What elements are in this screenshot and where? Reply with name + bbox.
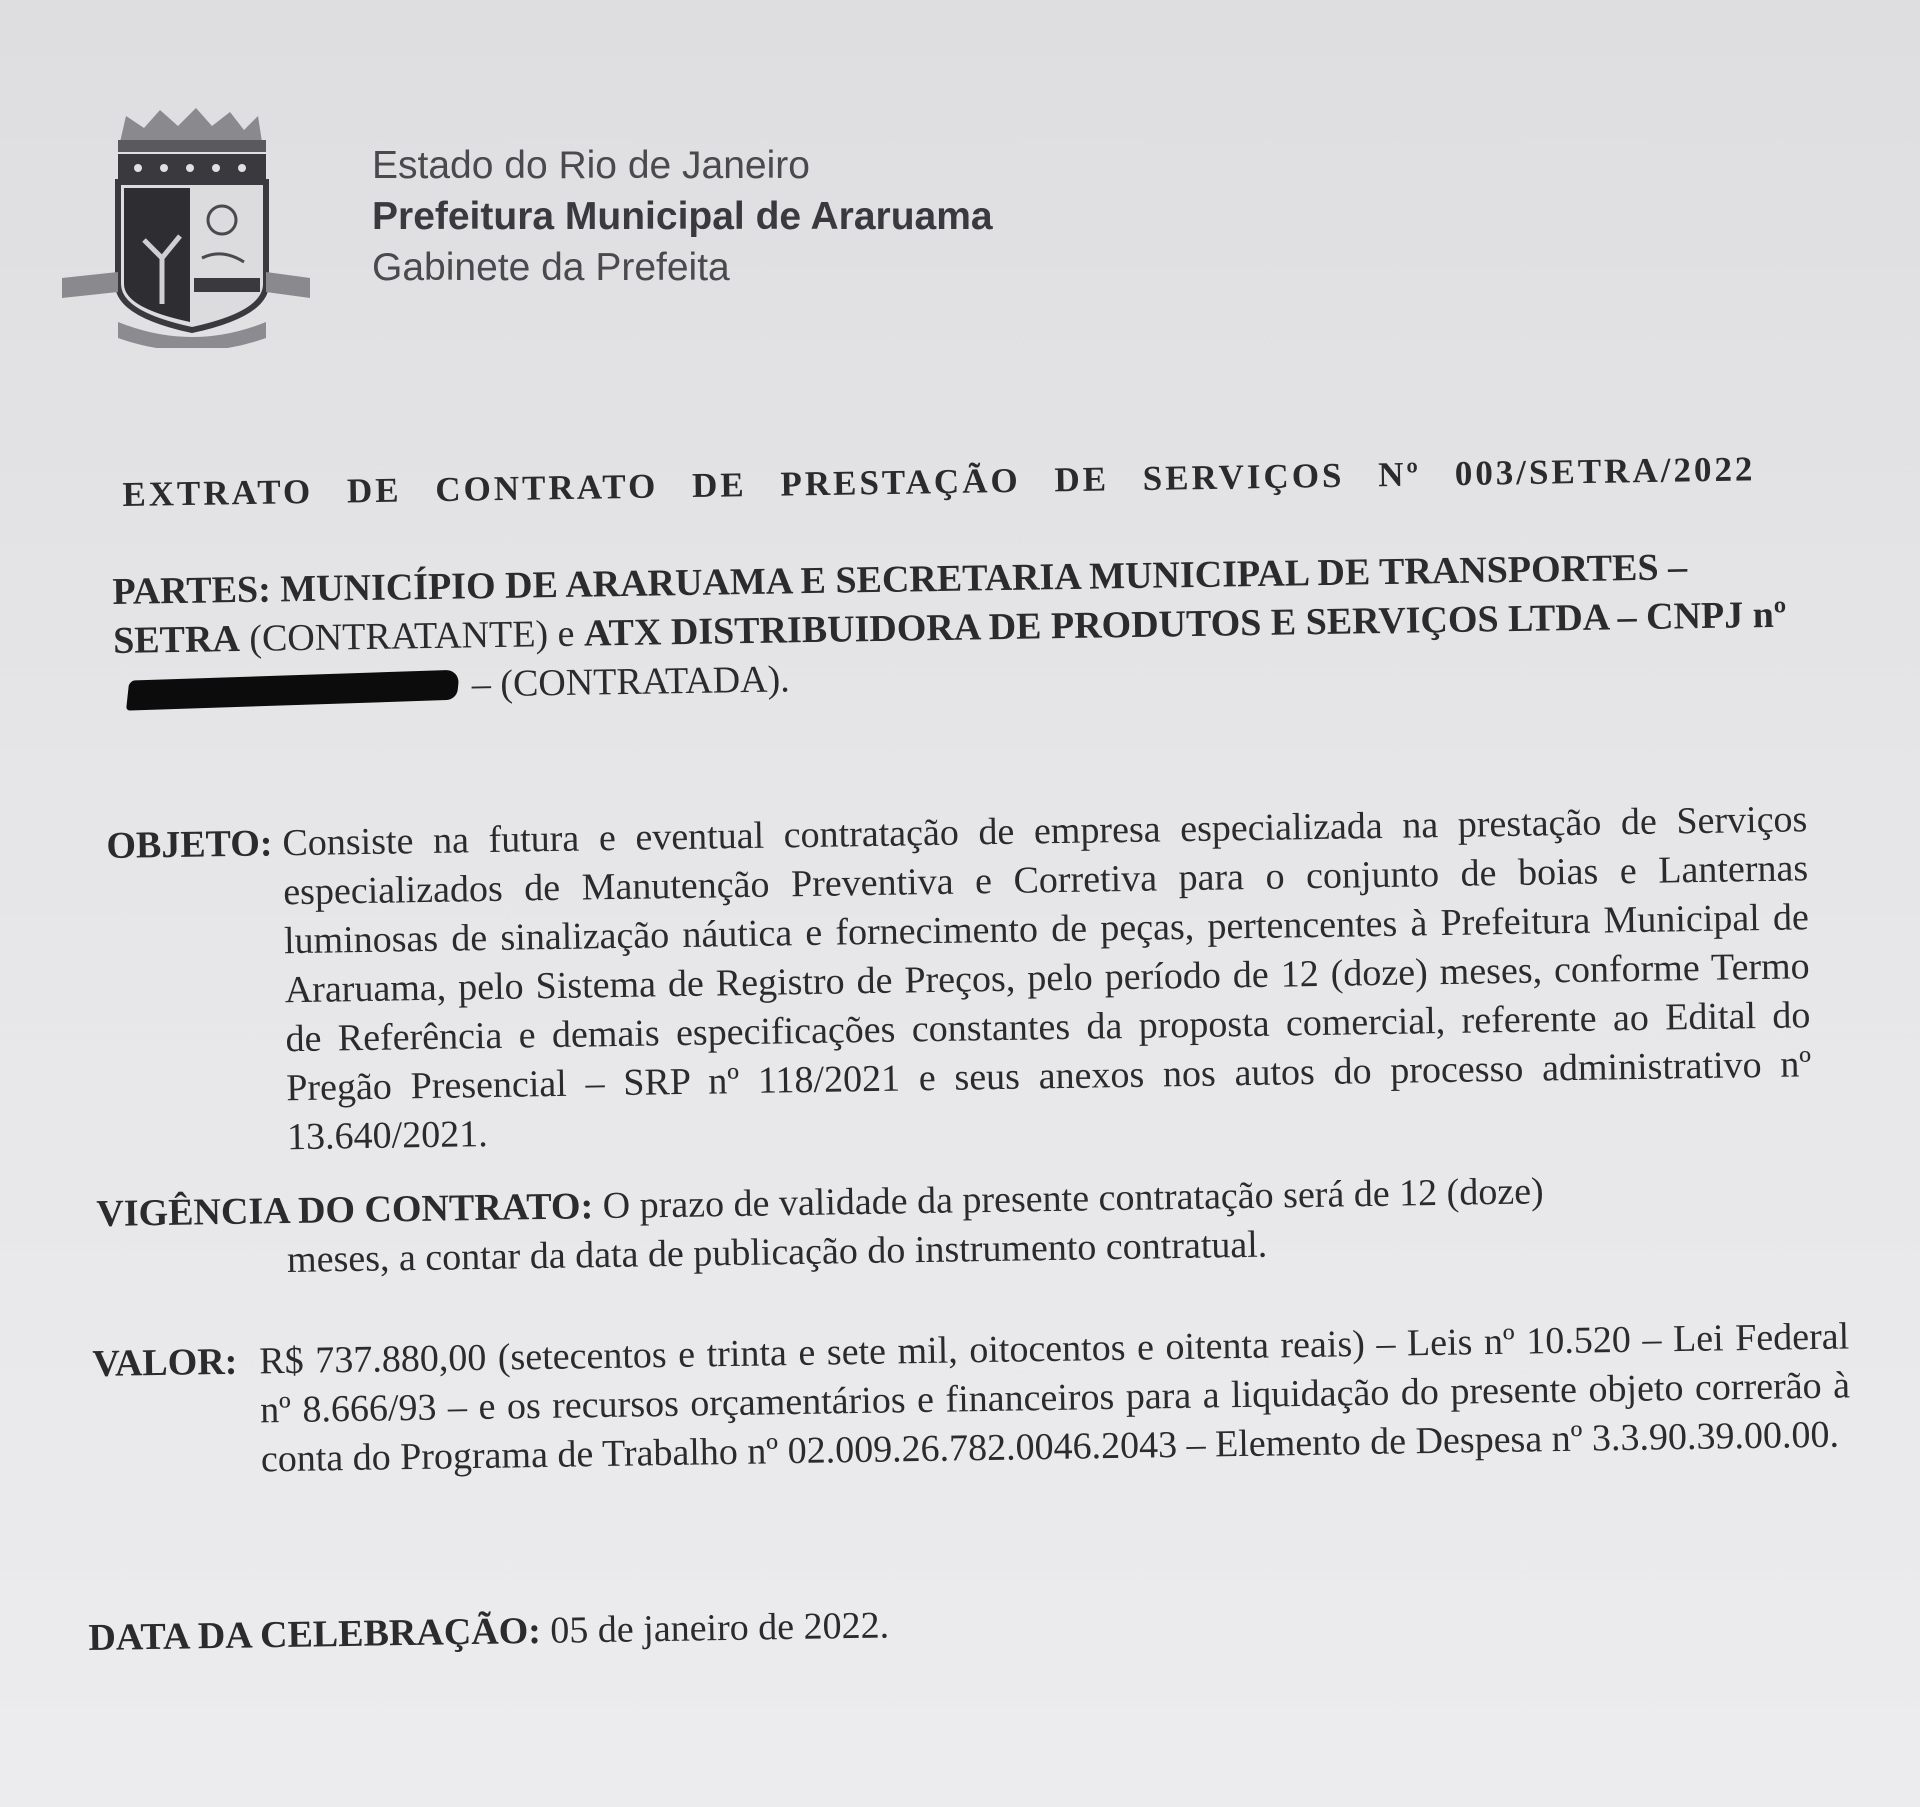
section-vigencia xyxy=(96,1162,1857,1288)
data-celebracao-text: 05 de janeiro de 2022. xyxy=(550,1604,890,1652)
vigencia-text-rest: meses, a contar da data de publicação do instrumento contratual. xyxy=(286,1223,1268,1282)
redaction-bar xyxy=(126,670,460,711)
section-valor xyxy=(92,1312,1874,1487)
partes-contratada-role: – (CONTRATADA). xyxy=(471,658,790,706)
objeto-label: OBJETO: xyxy=(106,822,273,867)
partes-label: PARTES: xyxy=(112,568,272,613)
letterhead-office: Gabinete da Prefeita xyxy=(372,246,730,289)
vigencia-label: VIGÊNCIA DO CONTRATO: xyxy=(96,1185,594,1235)
letterhead-prefecture: Prefeitura Municipal de Araruama xyxy=(372,195,993,238)
valor-text: R$ 737.880,00 (setecentos e trinta e sete mil, oitocentos e oitenta reais) – Leis nº 10.520 – Lei Federal nº 8.666/93 – e os recursos orçamentários e financeiros para a liquidação do presente objeto correrão à conta do Programa de Trabalho nº 02.009.26.782.0046.2043 – Elemento de Despesa nº 3.3.90.39.00.00. xyxy=(259,1315,1851,1481)
partes-contratante: MUNICÍPIO DE ARARUAMA E SECRETARIA MUNICIPAL DE TRANSPORTES – SETRA xyxy=(112,546,1688,662)
coat-of-arms-icon xyxy=(62,108,310,348)
partes-contratante-role: (CONTRATANTE) e xyxy=(249,612,575,660)
section-partes xyxy=(112,542,1794,715)
vigencia-text-first: O prazo de validade da presente contratação será de 12 (doze) xyxy=(602,1170,1544,1228)
objeto-text: Consiste na futura e eventual contratação de empresa especializada na prestação de Serviços especializados de Manutenção Preventiva e Corretiva para o conjunto de boias e Lanternas luminosas de sinalização náutica e fornecimento de peças, pertencentes à Prefeitura Municipal de Araruama, pelo Sistema de Registro de Preços, pelo período de 12 (doze) meses, conforme Termo de Referência e demais especificações constantes da proposta comercial, referente ao Edital do Pregão Presencial – SRP nº 118/2021 e seus anexos nos autos do processo administrativo nº 13.640/2021. xyxy=(282,798,1812,1159)
section-data-celebracao xyxy=(88,1595,1289,1663)
partes-contratada: ATX DISTRIBUIDORA DE PRODUTOS E SERVIÇOS LTDA – CNPJ nº xyxy=(583,593,1787,655)
document-title: EXTRATO DE CONTRATO DE PRESTAÇÃO DE SERVIÇOS Nº 003/SETRA/2022 xyxy=(122,449,1756,514)
letterhead-state: Estado do Rio de Janeiro xyxy=(372,144,810,187)
valor-label: VALOR: xyxy=(92,1340,238,1385)
data-celebracao-label: DATA DA CELEBRAÇÃO: xyxy=(88,1609,542,1659)
letterhead xyxy=(372,140,993,293)
section-objeto xyxy=(106,795,1841,1165)
